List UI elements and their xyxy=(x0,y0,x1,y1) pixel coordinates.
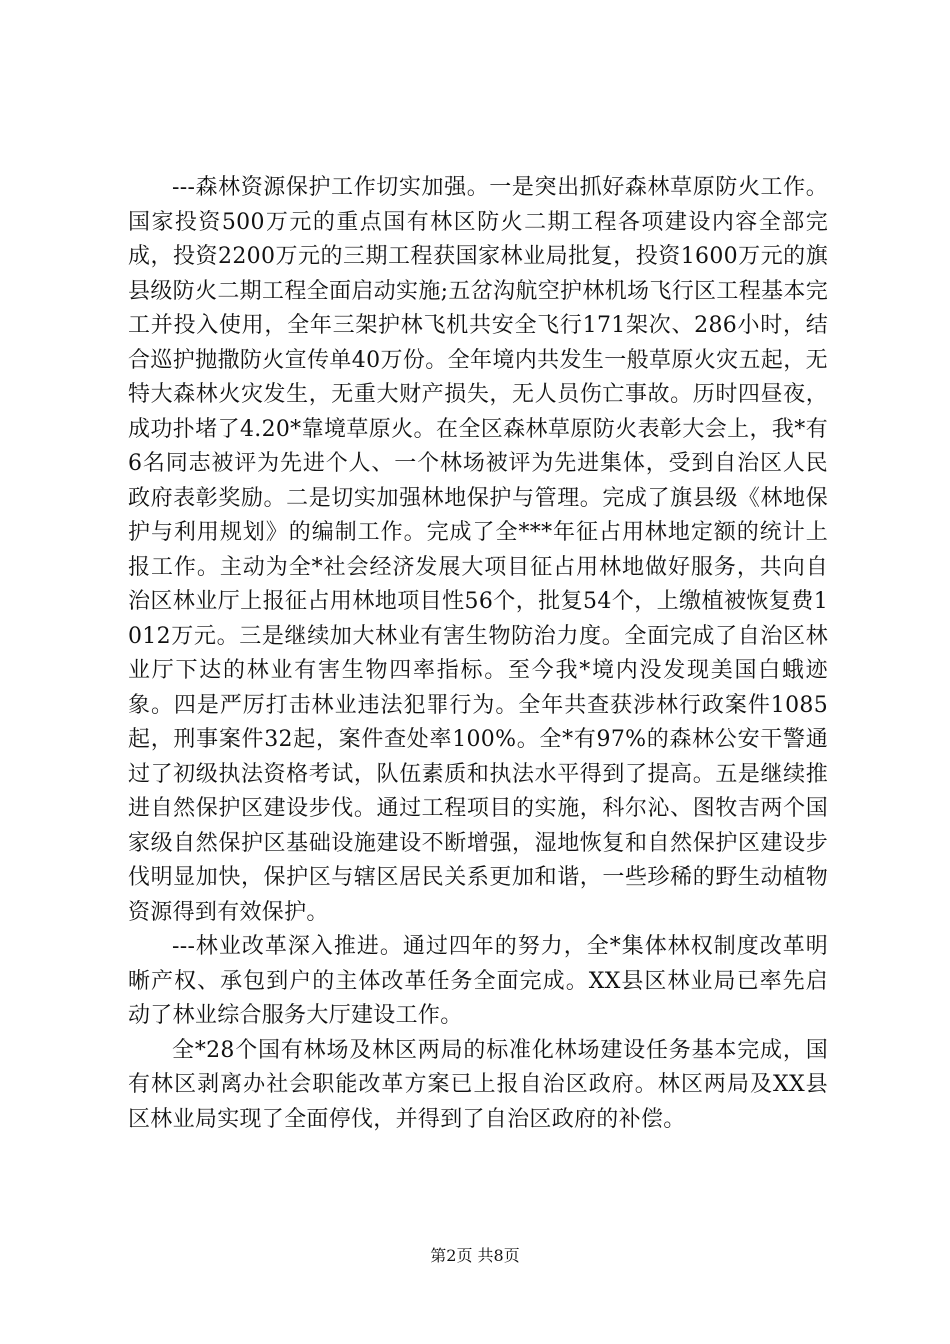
paragraph-state-forest-farms: 全*28个国有林场及林区两局的标准化林场建设任务基本完成，国有林区剥离办社会职能改革方案已上报自治区政府。林区两局及XX县区林业局实现了全面停伐，并得到了自治区政府的补偿。 xyxy=(128,1037,828,1132)
page-footer: 第2页 共8页 xyxy=(430,1246,520,1265)
paragraph-forest-protection: ---森林资源保护工作切实加强。一是突出抓好森林草原防火工作。国家投资500万元的重点国有林区防火二期工程各项建设内容全部完成，投资2200万元的三期工程获国家林业局批复，投资1600万元的旗县级防火二期工程全面启动实施;五岔沟航空护林机场飞行区工程基本完工并投入使用，全年三架护林飞机共安全飞行171架次、286小时，结合巡护抛撒防火宣传单40万份。全年境内共发生一般草原火灾五起，无特大森林火灾发生，无重大财产损失，无人员伤亡事故。历时四昼夜，成功扑堵了4.20*靠境草原火。在全区森林草原防火表彰大会上，我*有6名同志被评为先进个人、一个林场被评为先进集体，受到自治区人民政府表彰奖励。二是切实加强林地保护与管理。完成了旗县级《林地保护与利用规划》的编制工作。完成了全***年征占用林地定额的统计上报工作。主动为全*社会经济发展大项目征占用林地做好服务，共向自治区林业厅上报征占用林地项目性56个，批复54个，上缴植被恢复费1012万元。三是继续加大林业有害生物防治力度。全面完成了自治区林业厅下达的林业有害生物四率指标。至今我*境内没发现美国白蛾迹象。四是严厉打击林业违法犯罪行为。全年共查获涉林行政案件1085起，刑事案件32起，案件查处率100%。全*有97%的森林公安干警通过了初级执法资格考试，队伍素质和执法水平得到了提高。五是继续推进自然保护区建设步伐。通过工程项目的实施，科尔沁、图牧吉两个国家级自然保护区基础设施建设不断增强，湿地恢复和自然保护区建设步伐明显加快，保护区与辖区居民关系更加和谐，一些珍稀的野生动植物资源得到有效保护。 xyxy=(128,175,828,925)
paragraph-forestry-reform: ---林业改革深入推进。通过四年的努力，全*集体林权制度改革明晰产权、承包到户的主体改革任务全面完成。XX县区林业局已率先启动了林业综合服务大厅建设工作。 xyxy=(128,934,828,1028)
document-body xyxy=(128,171,828,1137)
